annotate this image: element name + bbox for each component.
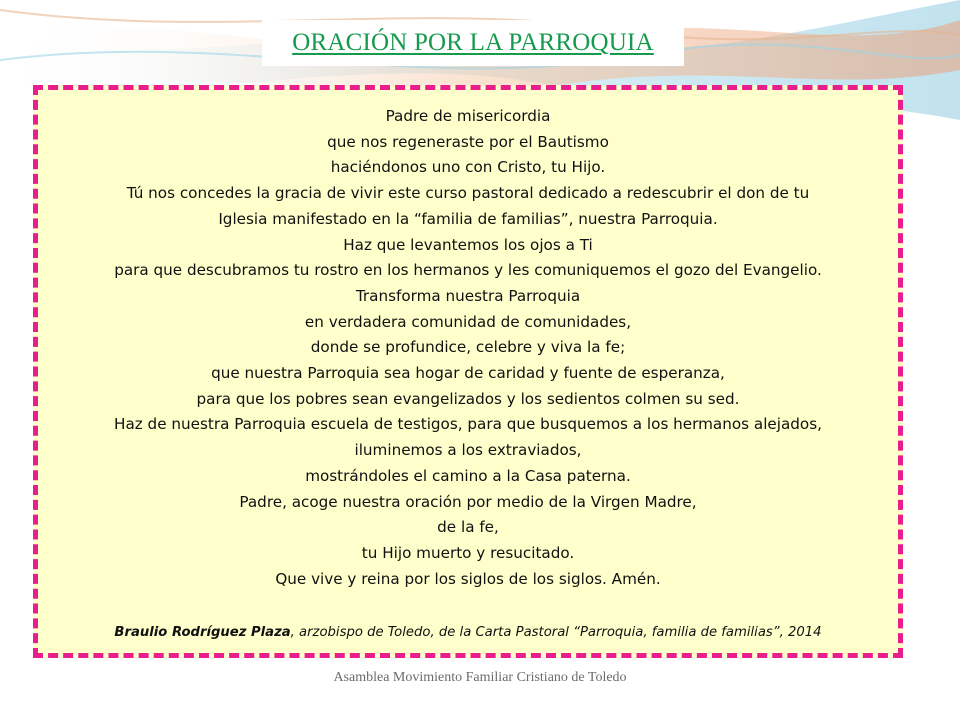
page-title: ORACIÓN POR LA PARROQUIA (292, 29, 654, 56)
prayer-text (38, 104, 898, 592)
prayer-line: mostrándoles el camino a la Casa paterna. (305, 466, 631, 485)
prayer-line: Padre de misericordia (385, 107, 551, 125)
title-box (262, 20, 684, 66)
prayer-line: Que vive y reina por los siglos de los siglos. Amén. (275, 569, 661, 588)
prayer-line: de la fe, (437, 518, 499, 537)
prayer-line: Padre, acoge nuestra oración por medio de la Virgen Madre, (239, 492, 697, 511)
prayer-line: Transforma nuestra Parroquia (355, 286, 581, 305)
prayer-line: que nuestra Parroquia sea hogar de caridad y fuente de esperanza, (211, 364, 725, 383)
prayer-line: para que los pobres sean evangelizados y los sedientos colmen su sed. (196, 389, 740, 408)
attribution-author: Braulio Rodríguez Plaza (114, 625, 291, 640)
prayer-line: Iglesia manifestado en la “familia de familias”, nuestra Parroquia. (218, 209, 718, 228)
prayer-line: que nos regeneraste por el Bautismo (327, 132, 609, 151)
prayer-line: tu Hijo muerto y resucitado. (361, 543, 575, 562)
attribution (38, 625, 898, 640)
prayer-line: Haz que levantemos los ojos a Ti (343, 235, 593, 254)
prayer-line: haciéndonos uno con Cristo, tu Hijo. (330, 158, 606, 177)
prayer-line: Tú nos concedes la gracia de vivir este curso pastoral dedicado a redescubrir el don de tu (126, 184, 810, 203)
prayer-line: donde se profundice, celebre y viva la fe; (310, 338, 626, 357)
prayer-line: Haz de nuestra Parroquia escuela de testigos, para que busquemos a los hermanos alejados, (114, 415, 822, 434)
prayer-panel (33, 85, 903, 658)
prayer-line: iluminemos a los extraviados, (354, 441, 582, 460)
attribution-source: , arzobispo de Toledo, de la Carta Pastoral “Parroquia, familia de familias”, 2014 (290, 625, 822, 640)
prayer-line: para que descubramos tu rostro en los hermanos y les comuniquemos el gozo del Evangelio. (114, 261, 822, 280)
footer-text: Asamblea Movimiento Familiar Cristiano de Toledo (333, 670, 627, 685)
prayer-line: en verdadera comunidad de comunidades, (304, 312, 632, 331)
